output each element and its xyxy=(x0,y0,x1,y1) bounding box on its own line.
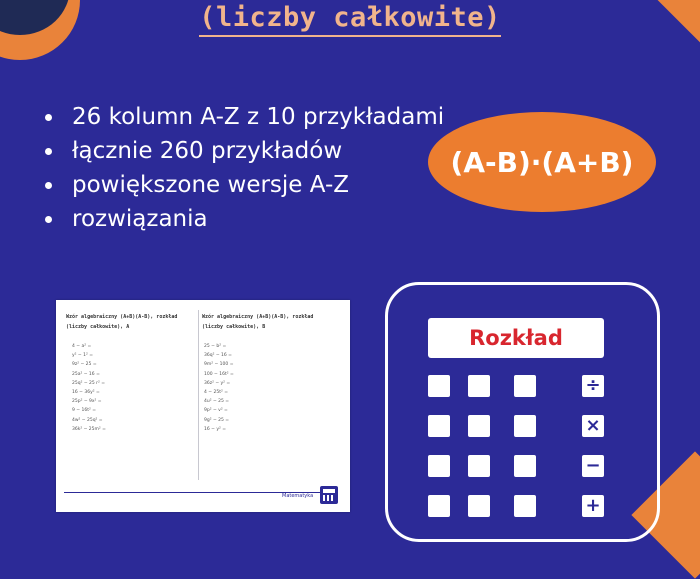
calculator-key xyxy=(428,375,450,397)
calculator-key xyxy=(514,455,536,477)
calculator-key xyxy=(428,455,450,477)
worksheet-row xyxy=(202,372,332,381)
worksheet-row xyxy=(66,427,196,436)
worksheet-expression: 16 − 36y² = xyxy=(72,389,100,395)
column-b-title: Wzór algebraiczny (A+B)(A-B), rozkład (liczby całkowite), B xyxy=(202,314,314,330)
worksheet-expression: 9z² − 25 = xyxy=(72,362,97,368)
worksheet-preview xyxy=(56,300,350,512)
worksheet-row xyxy=(66,390,196,399)
calculator-illustration xyxy=(385,282,660,542)
worksheet-row xyxy=(66,362,196,371)
formula-badge: (A-B)·(A+B) xyxy=(428,112,656,212)
worksheet-expression: 9g² − 25 = xyxy=(204,417,230,423)
worksheet-row xyxy=(202,427,332,436)
worksheet-expression: y² − 1² = xyxy=(72,353,93,359)
minus-icon: − xyxy=(582,455,604,477)
worksheet-expression: 4u² − 25 = xyxy=(204,399,230,405)
worksheet-expression: 4w² − 25q² = xyxy=(72,417,103,423)
calculator-key xyxy=(468,375,490,397)
column-b-rows xyxy=(202,344,332,436)
page-title xyxy=(0,2,700,33)
calculator-key xyxy=(514,415,536,437)
worksheet-row xyxy=(66,399,196,408)
worksheet-row xyxy=(66,372,196,381)
worksheet-expression: 4 − 25t² = xyxy=(204,389,228,395)
worksheet-row xyxy=(202,390,332,399)
calculator-key xyxy=(468,415,490,437)
calculator-key xyxy=(468,495,490,517)
worksheet-row xyxy=(202,399,332,408)
worksheet-row xyxy=(202,408,332,417)
worksheet-row xyxy=(202,353,332,362)
feature-item: rozwiązania xyxy=(40,202,444,236)
worksheet-expression: 100 − 16t² = xyxy=(204,371,234,377)
column-a-rows xyxy=(66,344,196,436)
worksheet-expression: 25a² − 16 = xyxy=(72,371,100,377)
worksheet-column-a xyxy=(66,312,196,436)
worksheet-expression: 36k² − 25m² = xyxy=(72,426,106,432)
worksheet-expression: 9m² − 100 = xyxy=(204,362,234,368)
calculator-key xyxy=(514,375,536,397)
worksheet-row xyxy=(66,353,196,362)
worksheet-expression: 25p² − 9x² = xyxy=(72,399,102,405)
worksheet-column-b xyxy=(202,312,332,436)
feature-item: łącznie 260 przykładów xyxy=(40,134,444,168)
worksheet-expression: 36q² − 16 = xyxy=(204,353,232,359)
worksheet-row xyxy=(66,381,196,390)
worksheet-expression: 16 − y² = xyxy=(204,426,227,432)
calculator-screen: Rozkład xyxy=(428,318,604,358)
feature-item: 26 kolumn A-Z z 10 przykładami xyxy=(40,100,444,134)
feature-list xyxy=(40,100,444,236)
worksheet-row xyxy=(202,344,332,353)
brand-label: Matematyka xyxy=(282,493,314,499)
calculator-key xyxy=(468,455,490,477)
feature-item: powiększone wersje A-Z xyxy=(40,168,444,202)
worksheet-expression: 4 − a² = xyxy=(72,344,92,349)
calculator-key xyxy=(428,415,450,437)
worksheet-expression: 25q² − 25 r² = xyxy=(72,380,106,386)
calculator-logo-icon xyxy=(320,486,338,504)
calculator-key xyxy=(514,495,536,517)
divide-icon: ÷ xyxy=(582,375,604,397)
worksheet-expression: 36z² − y² = xyxy=(204,380,231,386)
worksheet-row xyxy=(66,408,196,417)
worksheet-expression: 9p² − v² = xyxy=(204,408,228,414)
worksheet-row xyxy=(202,381,332,390)
column-a-title: Wzór algebraiczny (A+B)(A-B), rozkład (liczby całkowite), A xyxy=(66,314,178,330)
multiply-icon: × xyxy=(582,415,604,437)
worksheet-row xyxy=(202,418,332,427)
calculator-key xyxy=(428,495,450,517)
worksheet-row xyxy=(66,344,196,353)
worksheet-expression: 25 − b² = xyxy=(204,344,227,349)
worksheet-row xyxy=(66,418,196,427)
worksheet-row xyxy=(202,362,332,371)
page-title-text: (liczby całkowite) xyxy=(199,2,501,37)
column-divider xyxy=(198,310,199,480)
worksheet-expression: 9 − 16t² = xyxy=(72,408,96,414)
plus-icon: + xyxy=(582,495,604,517)
